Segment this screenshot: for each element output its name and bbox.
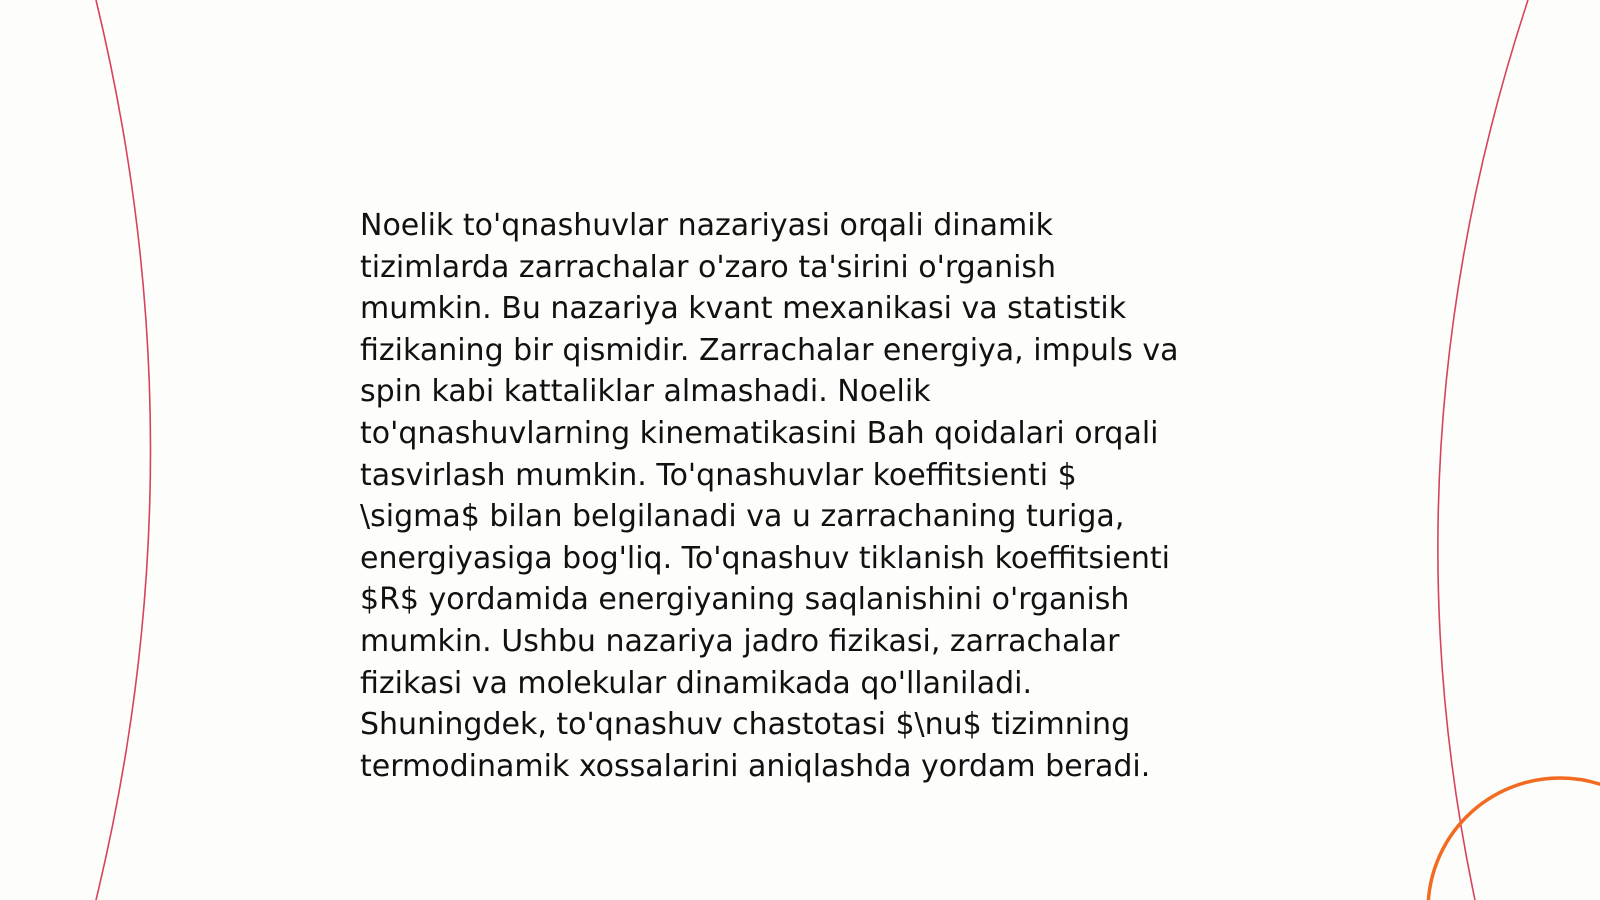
right-arc-decoration <box>1438 0 1528 900</box>
left-arc-decoration <box>96 0 151 900</box>
body-paragraph: Noelik to'qnashuvlar nazariyasi orqali dinamik tizimlarda zarrachalar o'zaro ta'sirini o'rganish mumkin. Bu nazariya kvant mexanikasi va statistik fizikaning bir qismidir. Zarrachalar energiya, impuls va spin kabi kattaliklar almashadi. Noelik to'qnashuvlarning kinematikasini Bah qoidalari orqali tasvirlash mumkin. To'qnashuvlar koeffitsienti $ \sigma$ bilan belgilanadi va u zarrachaning turiga, energiyasiga bog'liq. To'qnashuv tiklanish koeffitsienti $R$ yordamida energiyaning saqlanishini o'rganish mumkin. Ushbu nazariya jadro fizikasi, zarrachalar fizikasi va molekular dinamikada qo'llaniladi. Shuningdek, to'qnashuv chastotasi $\nu$ tizimning termodinamik xossalarini aniqlashda yordam beradi. <box>360 208 1179 784</box>
orange-circle-decoration <box>1428 778 1600 900</box>
